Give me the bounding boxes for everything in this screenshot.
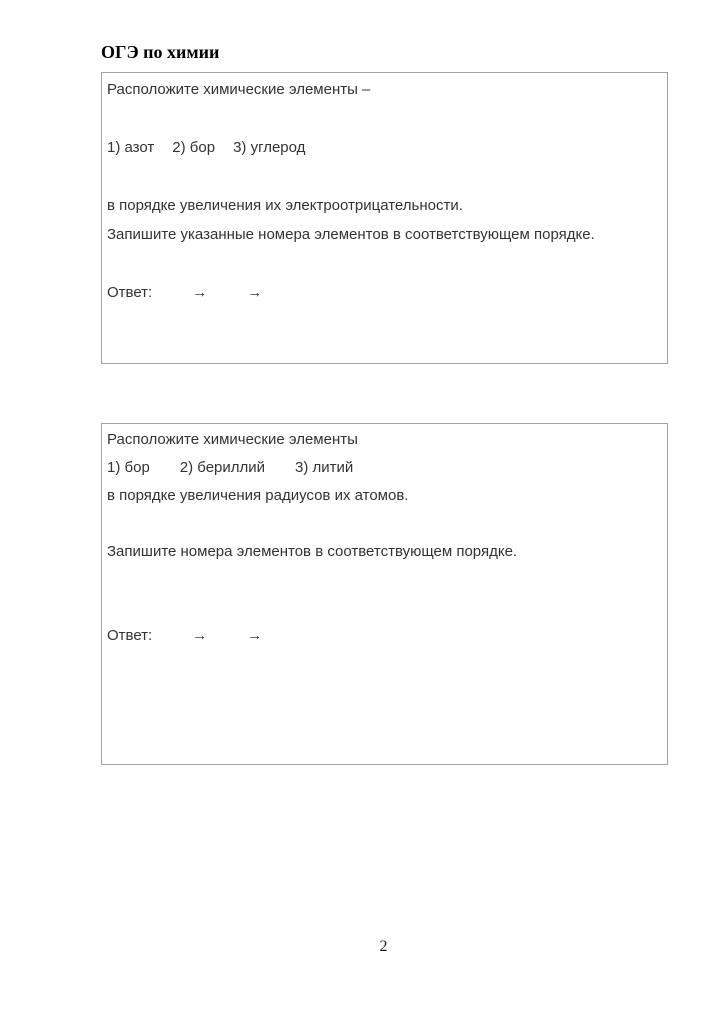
question-box-2: [101, 423, 668, 765]
q1-option-1: 1) азот: [107, 139, 155, 156]
q2-blank-line: [107, 678, 662, 706]
page-title: ОГЭ по химии: [101, 42, 220, 62]
q1-options-line: [107, 133, 662, 162]
q1-blank-line: [107, 162, 662, 191]
q2-blank-line: [107, 510, 662, 538]
q1-prompt: Расположите химические элементы –: [107, 81, 371, 98]
q1-option-2: 2) бор: [172, 139, 216, 156]
q2-blank-line: [107, 706, 662, 734]
question-box-1: [101, 72, 668, 364]
q1-answer-label: Ответ:: [107, 284, 153, 301]
page-number: 2: [379, 938, 388, 955]
q1-arrow-icon-1: →: [192, 284, 208, 301]
q1-arrow-icon-2: →: [247, 284, 263, 301]
q1-criterion: в порядке увеличения их электроотрицательности.: [107, 197, 463, 214]
q2-blank-line: [107, 650, 662, 678]
q1-blank-line: [107, 249, 662, 278]
q2-option-1: 1) бор: [107, 459, 150, 476]
q2-option-3: 3) литий: [295, 459, 354, 476]
q1-instruction: Запишите указанные номера элементов в соответствующем порядке.: [107, 226, 595, 243]
q2-prompt: Расположите химические элементы: [107, 431, 358, 448]
q2-blank-line: [107, 566, 662, 594]
q1-answer-line: [107, 278, 662, 307]
q2-blank-line: [107, 594, 662, 622]
q2-arrow-icon-1: →: [192, 627, 208, 644]
q1-blank-line: [107, 307, 662, 336]
q1-option-3: 3) углерод: [233, 139, 306, 156]
q2-options-line: [107, 454, 662, 482]
q2-blank-line: [107, 734, 662, 762]
q2-option-2: 2) бериллий: [179, 459, 266, 476]
q2-arrow-icon-2: →: [247, 627, 263, 644]
q1-blank-line: [107, 336, 662, 365]
q2-instruction: Запишите номера элементов в соответствующем порядке.: [107, 543, 518, 560]
q2-answer-line: [107, 622, 662, 650]
q1-blank-line: [107, 104, 662, 133]
q2-criterion: в порядке увеличения радиусов их атомов.: [107, 487, 409, 504]
q2-answer-label: Ответ:: [107, 627, 153, 644]
